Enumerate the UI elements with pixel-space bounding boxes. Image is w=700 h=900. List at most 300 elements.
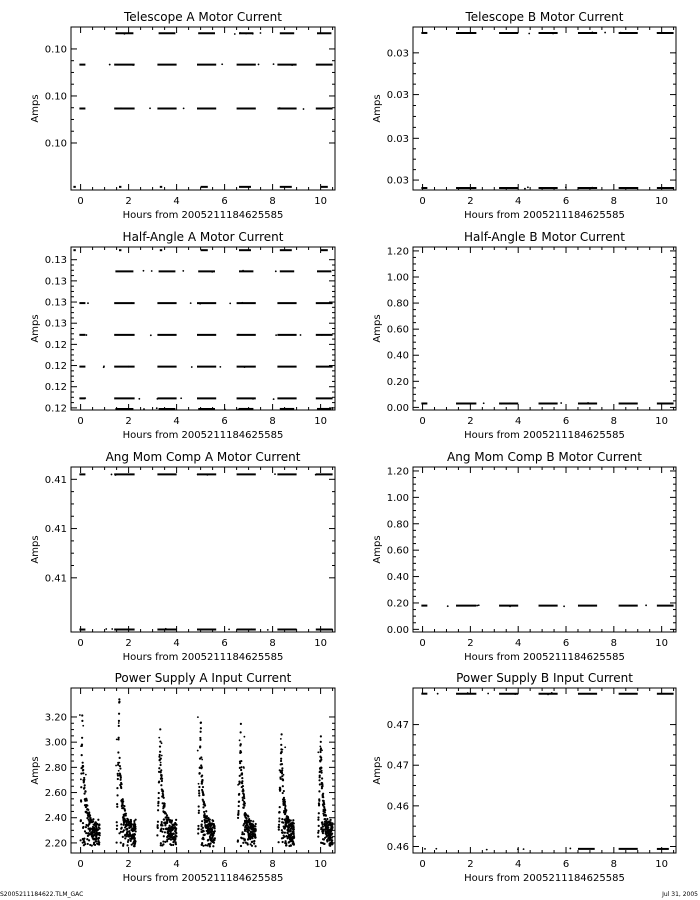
data-point xyxy=(254,845,256,847)
y-tick-label: 0.40 xyxy=(386,572,409,584)
y-tick-label: 0.12 xyxy=(44,382,67,394)
data-point xyxy=(242,790,244,792)
data-point xyxy=(88,819,90,821)
y-tick-label: 0.46 xyxy=(386,801,409,813)
data-point xyxy=(281,763,283,765)
x-tick-label: 4 xyxy=(173,638,180,649)
data-point xyxy=(123,822,125,824)
data-point xyxy=(279,789,281,791)
data-point xyxy=(209,838,211,840)
data-point xyxy=(252,820,254,822)
data-point xyxy=(159,754,161,756)
data-point xyxy=(204,844,206,846)
x-tick-label: 8 xyxy=(610,416,618,427)
data-point xyxy=(120,842,122,844)
data-point xyxy=(160,784,162,786)
chart-title: Ang Mom Comp B Motor Current xyxy=(447,450,642,464)
data-point xyxy=(118,737,120,739)
data-point xyxy=(240,760,242,762)
data-point xyxy=(317,832,319,834)
data-point xyxy=(166,840,168,842)
data-point xyxy=(134,839,136,841)
data-point xyxy=(164,803,166,805)
x-axis-label: Hours from 2005211184625585 xyxy=(464,873,625,884)
data-point xyxy=(84,830,86,832)
data-point xyxy=(129,838,131,840)
data-point xyxy=(254,825,256,827)
data-point xyxy=(243,767,245,769)
data-point xyxy=(323,803,325,805)
x-tick-label: 0 xyxy=(77,859,84,870)
data-point xyxy=(158,792,160,794)
data-point xyxy=(160,758,162,760)
data-point xyxy=(122,831,124,833)
x-tick-label: 2 xyxy=(125,196,132,207)
data-point xyxy=(283,799,285,801)
data-point xyxy=(317,836,319,838)
data-point xyxy=(130,819,132,821)
x-tick-label: 4 xyxy=(173,416,180,427)
data-point xyxy=(243,797,245,799)
data-point xyxy=(319,775,321,777)
data-point xyxy=(251,829,253,831)
y-tick-label: 0.03 xyxy=(386,90,409,102)
y-axis-label: Amps xyxy=(372,314,383,343)
data-point xyxy=(131,837,133,839)
data-point xyxy=(98,832,100,834)
x-tick-label: 0 xyxy=(419,638,426,649)
data-point xyxy=(292,819,294,821)
data-point xyxy=(119,757,121,759)
data-point xyxy=(509,402,511,404)
data-point xyxy=(160,830,162,832)
x-tick-label: 4 xyxy=(515,196,522,207)
data-point xyxy=(125,813,127,815)
data-point xyxy=(281,767,283,769)
data-point xyxy=(198,783,200,785)
data-point xyxy=(84,791,86,793)
data-point xyxy=(328,839,330,841)
data-point xyxy=(197,473,199,475)
data-point xyxy=(167,831,169,833)
data-point xyxy=(483,402,485,404)
data-point xyxy=(199,737,201,739)
data-point xyxy=(246,818,248,820)
x-tick-label: 6 xyxy=(221,859,228,870)
x-axis-label: Hours from 2005211184625585 xyxy=(464,652,625,663)
data-point xyxy=(118,832,120,834)
data-point xyxy=(95,824,97,826)
x-tick-label: 2 xyxy=(467,859,474,870)
data-point xyxy=(202,834,204,836)
data-point xyxy=(103,365,105,367)
data-point xyxy=(80,819,82,821)
data-point xyxy=(138,398,140,400)
data-point xyxy=(282,779,284,781)
data-point xyxy=(240,837,242,839)
data-point xyxy=(118,762,120,764)
data-point xyxy=(88,823,90,825)
y-tick-label: 2.20 xyxy=(44,838,67,850)
data-point xyxy=(117,764,119,766)
data-point xyxy=(175,832,177,834)
data-point xyxy=(95,840,97,842)
x-tick-label: 0 xyxy=(77,416,84,427)
data-point xyxy=(251,836,253,838)
data-point xyxy=(237,408,239,410)
y-tick-label: 0.13 xyxy=(44,318,67,330)
data-point xyxy=(212,839,214,841)
y-tick-label: 0.20 xyxy=(386,598,409,610)
data-point xyxy=(278,826,280,828)
data-point xyxy=(275,270,277,272)
data-point xyxy=(94,821,96,823)
data-point xyxy=(207,839,209,841)
y-tick-label: 0.00 xyxy=(386,402,409,414)
data-point xyxy=(476,605,478,607)
data-point xyxy=(317,816,319,818)
data-point xyxy=(91,821,93,823)
y-tick-label: 0.47 xyxy=(386,720,409,732)
data-point xyxy=(252,33,254,35)
data-point xyxy=(157,809,159,811)
data-point xyxy=(283,774,285,776)
data-point xyxy=(300,334,302,336)
data-point xyxy=(240,743,242,745)
x-tick-label: 0 xyxy=(77,638,84,649)
data-point xyxy=(322,793,324,795)
data-point xyxy=(238,805,240,807)
data-point xyxy=(241,782,243,784)
chart-title: Power Supply A Input Current xyxy=(114,671,292,685)
chart-title: Half-Angle A Motor Current xyxy=(122,230,284,244)
data-point xyxy=(248,827,250,829)
data-point xyxy=(238,793,240,795)
data-point xyxy=(437,693,439,695)
data-point xyxy=(329,845,331,847)
data-point xyxy=(288,834,290,836)
data-point xyxy=(158,797,160,799)
data-point xyxy=(120,107,122,109)
data-point xyxy=(250,843,252,845)
data-point xyxy=(124,33,126,35)
data-point xyxy=(119,779,121,781)
data-point xyxy=(116,828,118,830)
data-point xyxy=(156,398,158,400)
x-tick-label: 6 xyxy=(221,638,228,649)
x-tick-label: 8 xyxy=(269,638,276,649)
data-point xyxy=(318,825,320,827)
data-point xyxy=(124,837,126,839)
data-point xyxy=(318,812,320,814)
data-point xyxy=(161,774,163,776)
data-point xyxy=(242,270,244,272)
data-point xyxy=(260,32,262,34)
data-point xyxy=(212,845,214,847)
y-tick-label: 0.03 xyxy=(386,133,409,145)
data-point xyxy=(252,398,254,400)
data-point xyxy=(116,806,118,808)
y-tick-label: 0.41 xyxy=(44,474,67,486)
data-point xyxy=(197,832,199,834)
data-point xyxy=(97,843,99,845)
data-point xyxy=(202,838,204,840)
data-point xyxy=(237,812,239,814)
plot-frame xyxy=(71,467,335,632)
x-tick-label: 4 xyxy=(515,416,522,427)
data-point xyxy=(159,745,161,747)
data-point xyxy=(281,769,283,771)
data-point xyxy=(324,811,326,813)
data-point xyxy=(201,783,203,785)
data-point xyxy=(90,827,92,829)
data-point xyxy=(243,408,245,410)
data-point xyxy=(169,838,171,840)
data-point xyxy=(317,751,319,753)
data-point xyxy=(116,841,118,843)
y-axis-label: Amps xyxy=(30,94,41,123)
data-point xyxy=(645,604,647,606)
data-point xyxy=(228,628,230,630)
data-point xyxy=(161,823,163,825)
data-point xyxy=(281,829,283,831)
data-point xyxy=(204,813,206,815)
data-point xyxy=(109,64,111,66)
data-point xyxy=(290,830,292,832)
data-point xyxy=(285,844,287,846)
data-point xyxy=(156,407,158,409)
x-tick-label: 2 xyxy=(125,638,132,649)
data-point xyxy=(132,842,134,844)
data-point xyxy=(275,334,277,336)
y-tick-label: 0.47 xyxy=(386,760,409,772)
data-point xyxy=(280,760,282,762)
data-point xyxy=(205,810,207,812)
data-point xyxy=(200,721,202,723)
y-tick-label: 0.20 xyxy=(386,376,409,388)
data-point xyxy=(241,780,243,782)
x-tick-label: 10 xyxy=(655,196,669,207)
data-point xyxy=(285,809,287,811)
data-point xyxy=(279,769,281,771)
data-point xyxy=(117,778,119,780)
data-point xyxy=(130,840,132,842)
y-tick-label: 0.12 xyxy=(44,339,67,351)
data-point xyxy=(165,628,167,630)
x-tick-label: 4 xyxy=(515,638,522,649)
data-point xyxy=(117,774,119,776)
data-point xyxy=(253,840,255,842)
data-point xyxy=(82,725,84,727)
data-point xyxy=(156,834,158,836)
data-point xyxy=(199,739,201,741)
x-tick-label: 4 xyxy=(515,859,522,870)
data-point xyxy=(278,828,280,830)
data-point xyxy=(198,792,200,794)
data-point xyxy=(157,821,159,823)
y-tick-label: 3.20 xyxy=(44,712,67,724)
data-point xyxy=(174,822,176,824)
data-point xyxy=(206,844,208,846)
data-point xyxy=(563,605,565,607)
data-point xyxy=(129,832,131,834)
y-axis-label: Amps xyxy=(372,94,383,123)
data-point xyxy=(116,825,118,827)
data-point xyxy=(320,747,322,749)
data-point xyxy=(143,408,145,410)
data-point xyxy=(242,842,244,844)
data-point xyxy=(86,804,88,806)
data-point xyxy=(204,804,206,806)
x-tick-label: 6 xyxy=(221,196,228,207)
y-tick-label: 0.80 xyxy=(386,298,409,310)
data-point xyxy=(274,473,276,475)
x-tick-label: 0 xyxy=(419,859,426,870)
data-point xyxy=(279,811,281,813)
x-tick-label: 2 xyxy=(467,638,474,649)
data-point xyxy=(120,828,122,830)
data-point xyxy=(515,187,517,189)
data-point xyxy=(157,827,159,829)
y-tick-label: 0.12 xyxy=(44,361,67,373)
data-point xyxy=(90,817,92,819)
data-point xyxy=(79,714,81,716)
data-point xyxy=(284,828,286,830)
data-point xyxy=(88,811,90,813)
data-point xyxy=(254,836,256,838)
y-tick-label: 0.10 xyxy=(44,91,67,103)
data-point xyxy=(318,803,320,805)
plot-frame xyxy=(413,27,676,190)
data-point xyxy=(288,830,290,832)
data-point xyxy=(317,819,319,821)
chart-half-angle-a xyxy=(30,230,335,441)
y-tick-label: 1.00 xyxy=(386,492,409,504)
data-point xyxy=(120,777,122,779)
data-point xyxy=(241,302,243,304)
data-point xyxy=(87,302,89,304)
data-point xyxy=(320,772,322,774)
data-point xyxy=(163,805,165,807)
data-point xyxy=(170,844,172,846)
data-point xyxy=(201,779,203,781)
data-point xyxy=(200,756,202,758)
data-point xyxy=(85,824,87,826)
data-point xyxy=(250,826,252,828)
x-tick-label: 8 xyxy=(269,859,276,870)
y-tick-label: 3.00 xyxy=(44,737,67,749)
data-point xyxy=(321,785,323,787)
data-point xyxy=(273,63,275,65)
data-point xyxy=(604,32,606,34)
x-tick-label: 2 xyxy=(125,859,132,870)
data-point xyxy=(321,822,323,824)
x-tick-label: 8 xyxy=(269,196,276,207)
data-point xyxy=(210,827,212,829)
data-point xyxy=(85,826,87,828)
data-point xyxy=(324,809,326,811)
data-point xyxy=(320,756,322,758)
data-point xyxy=(80,800,82,802)
data-point xyxy=(253,842,255,844)
data-point xyxy=(120,823,122,825)
data-point xyxy=(166,820,168,822)
data-point xyxy=(252,823,254,825)
data-point xyxy=(284,805,286,807)
data-point xyxy=(320,741,322,743)
data-point xyxy=(163,835,165,837)
data-point xyxy=(292,822,294,824)
data-point xyxy=(330,827,332,829)
data-point xyxy=(115,765,117,767)
data-point xyxy=(93,843,95,845)
x-tick-label: 10 xyxy=(655,416,669,427)
data-point xyxy=(171,819,173,821)
data-point xyxy=(175,843,177,845)
data-point xyxy=(183,107,185,109)
data-point xyxy=(486,849,488,851)
data-point xyxy=(280,778,282,780)
footer-file-id: S2005211184622.TLM_GAC xyxy=(0,891,84,898)
data-point xyxy=(124,810,126,812)
data-point xyxy=(219,366,221,368)
data-point xyxy=(251,628,253,630)
data-point xyxy=(280,738,282,740)
data-point xyxy=(283,797,285,799)
data-point xyxy=(278,820,280,822)
data-point xyxy=(221,63,223,65)
data-point xyxy=(201,820,203,822)
data-point xyxy=(161,742,163,744)
data-point xyxy=(278,817,280,819)
data-point xyxy=(201,774,203,776)
data-point xyxy=(319,783,321,785)
data-point xyxy=(239,781,241,783)
data-point xyxy=(591,31,593,33)
chart-title: Ang Mom Comp A Motor Current xyxy=(105,450,301,464)
data-point xyxy=(122,798,124,800)
data-point xyxy=(278,824,280,826)
data-point xyxy=(81,754,83,756)
data-point xyxy=(98,827,100,829)
data-point xyxy=(197,828,199,830)
y-tick-label: 0.03 xyxy=(386,175,409,187)
data-point xyxy=(160,762,162,764)
data-point xyxy=(282,822,284,824)
data-point xyxy=(87,809,89,811)
data-point xyxy=(241,777,243,779)
chart-power-a xyxy=(30,671,335,884)
data-point xyxy=(289,823,291,825)
data-point xyxy=(281,733,283,735)
data-point xyxy=(326,818,328,820)
data-point xyxy=(321,749,323,751)
data-point xyxy=(240,766,242,768)
data-point xyxy=(527,186,529,188)
x-tick-label: 10 xyxy=(655,859,669,870)
data-point xyxy=(116,787,118,789)
data-point xyxy=(80,786,82,788)
data-point xyxy=(200,727,202,729)
data-point xyxy=(243,795,245,797)
data-point xyxy=(127,824,129,826)
data-point xyxy=(246,827,248,829)
data-point xyxy=(88,827,90,829)
data-point xyxy=(528,33,530,35)
x-axis-label: Hours from 2005211184625585 xyxy=(464,430,625,441)
data-point xyxy=(321,777,323,779)
x-axis-label: Hours from 2005211184625585 xyxy=(122,430,284,441)
